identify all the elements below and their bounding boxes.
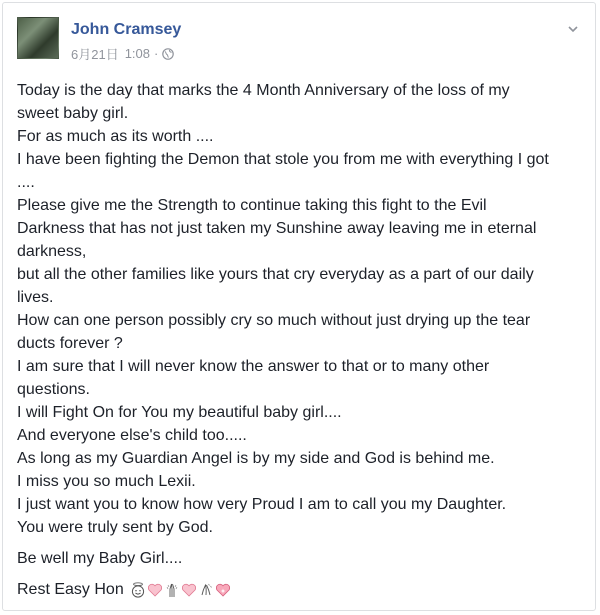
globe-icon[interactable]: [162, 48, 174, 60]
praying-hands-icon: [164, 582, 180, 598]
post-text-line: but all the other families like yours that cry everyday as a part of our daily: [17, 266, 534, 283]
post-text-line: lives.: [17, 289, 54, 306]
post-body: [17, 79, 585, 601]
sparkling-heart-icon: [215, 582, 231, 598]
post-text-line: questions.: [17, 381, 90, 398]
emoji-group: [130, 582, 231, 598]
post-text-line: You were truly sent by God.: [17, 519, 213, 536]
pink-heart-icon: [147, 582, 163, 598]
post-text-line: I just want you to know how very Proud I am to call you my Daughter.: [17, 496, 507, 513]
post-text-line: Darkness that has not just taken my Sunshine away leaving me in eternal: [17, 220, 537, 237]
post-card: [2, 2, 596, 611]
meta-separator: ·: [154, 46, 159, 61]
chevron-down-icon[interactable]: [565, 21, 581, 37]
post-text-line: How can one person possibly cry so much without just drying up the tear: [17, 312, 531, 329]
post-text-line: Please give me the Strength to continue taking this fight to the Evil: [17, 197, 487, 214]
post-text-line: sweet baby girl.: [17, 105, 129, 122]
closing-line-with-emojis: [17, 578, 585, 601]
post-text-line: And everyone else's child too.....: [17, 427, 247, 444]
post-text-line: I will Fight On for You my beautiful baby girl....: [17, 404, 342, 421]
post-text-line: I have been fighting the Demon that stole you from me with everything I got: [17, 151, 549, 168]
closing-line: Be well my Baby Girl....: [17, 550, 183, 567]
angel-emoji-icon: [130, 582, 146, 598]
post-time[interactable]: 1:08: [124, 46, 151, 61]
closing-text: Rest Easy Hon: [17, 581, 124, 598]
pink-heart-icon: [181, 582, 197, 598]
post-text-line: I miss you so much Lexii.: [17, 473, 196, 490]
avatar[interactable]: [17, 17, 59, 59]
post-text-line: ducts forever ?: [17, 335, 123, 352]
post-meta: [71, 44, 174, 63]
post-text-line: darkness,: [17, 243, 87, 260]
post-text-line: ....: [17, 174, 35, 191]
praying-hands-icon: [198, 582, 214, 598]
post-text-line: I am sure that I will never know the answer to that or to many other: [17, 358, 490, 375]
post-text-line: Today is the day that marks the 4 Month Anniversary of the loss of my: [17, 82, 510, 99]
post-text-line: For as much as its worth ....: [17, 128, 214, 145]
post-text-line: As long as my Guardian Angel is by my side and God is behind me.: [17, 450, 495, 467]
post-date[interactable]: 6月21日: [71, 47, 119, 62]
author-name[interactable]: John Cramsey: [71, 21, 182, 38]
